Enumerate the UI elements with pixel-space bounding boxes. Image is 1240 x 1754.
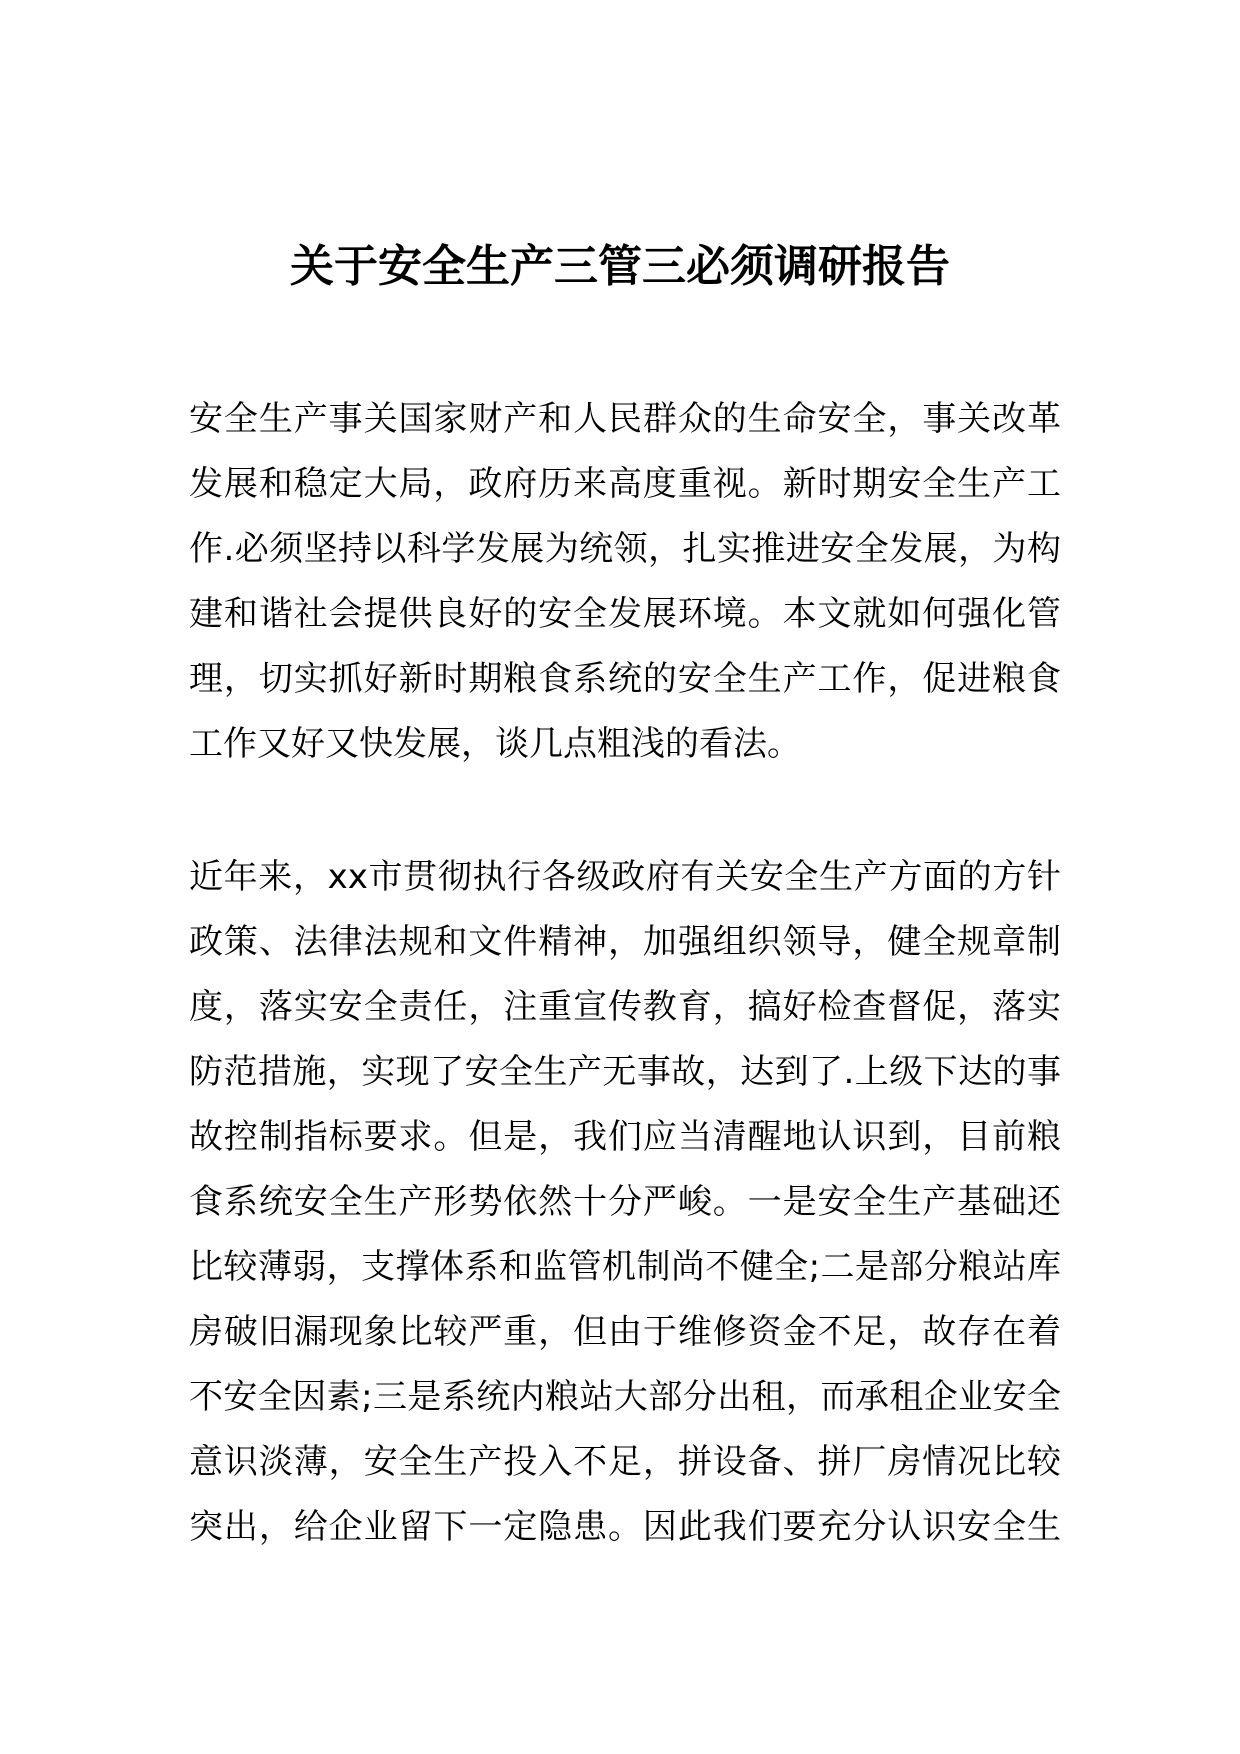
text-line: 安全生产事关国家财产和人民群众的生命安全，事关改革 — [189, 399, 1061, 439]
text-line: 突出，给企业留下一定隐患。因此我们要充分认识安全生 — [189, 1507, 1061, 1547]
paragraph-situation — [189, 845, 1061, 1560]
text-line: 度，落实安全责任，注重宣传教育，搞好检查督促，落实 — [189, 987, 1061, 1027]
text-line: 政策、法律法规和文件精神，加强组织领导，健全规章制 — [189, 922, 1061, 962]
paragraph-intro — [189, 387, 1061, 777]
text-line: 建和谐社会提供良好的安全发展环境。本文就如何强化管 — [189, 594, 1061, 634]
text-line: 不安全因素;三是系统内粮站大部分出租，而承租企业安全 — [189, 1377, 1061, 1417]
text-line: 理，切实抓好新时期粮食系统的安全生产工作，促进粮食 — [189, 659, 1061, 699]
text-line: 食系统安全生产形势依然十分严峻。一是安全生产基础还 — [189, 1182, 1061, 1222]
text-line: 故控制指标要求。但是，我们应当清醒地认识到，目前粮 — [189, 1117, 1061, 1157]
text-line: 发展和稳定大局，政府历来高度重视。新时期安全生产工 — [189, 464, 1061, 504]
text-line: 比较薄弱，支撑体系和监管机制尚不健全;二是部分粮站库 — [189, 1247, 1061, 1287]
text-line: 意识淡薄，安全生产投入不足，拼设备、拼厂房情况比较 — [189, 1442, 1061, 1482]
text-line: 近年来，xx市贯彻执行各级政府有关安全生产方面的方针 — [189, 857, 1061, 897]
document-title: 关于安全生产三管三必须调研报告 — [290, 241, 950, 293]
text-line: 防范措施，实现了安全生产无事故，达到了.上级下达的事 — [189, 1052, 1061, 1092]
text-line: 作.必须坚持以科学发展为统领，扎实推进安全发展，为构 — [189, 529, 1061, 569]
text-line: 房破旧漏现象比较严重，但由于维修资金不足，故存在着 — [189, 1312, 1061, 1352]
text-line: 工作又好又快发展，谈几点粗浅的看法。 — [189, 724, 801, 764]
